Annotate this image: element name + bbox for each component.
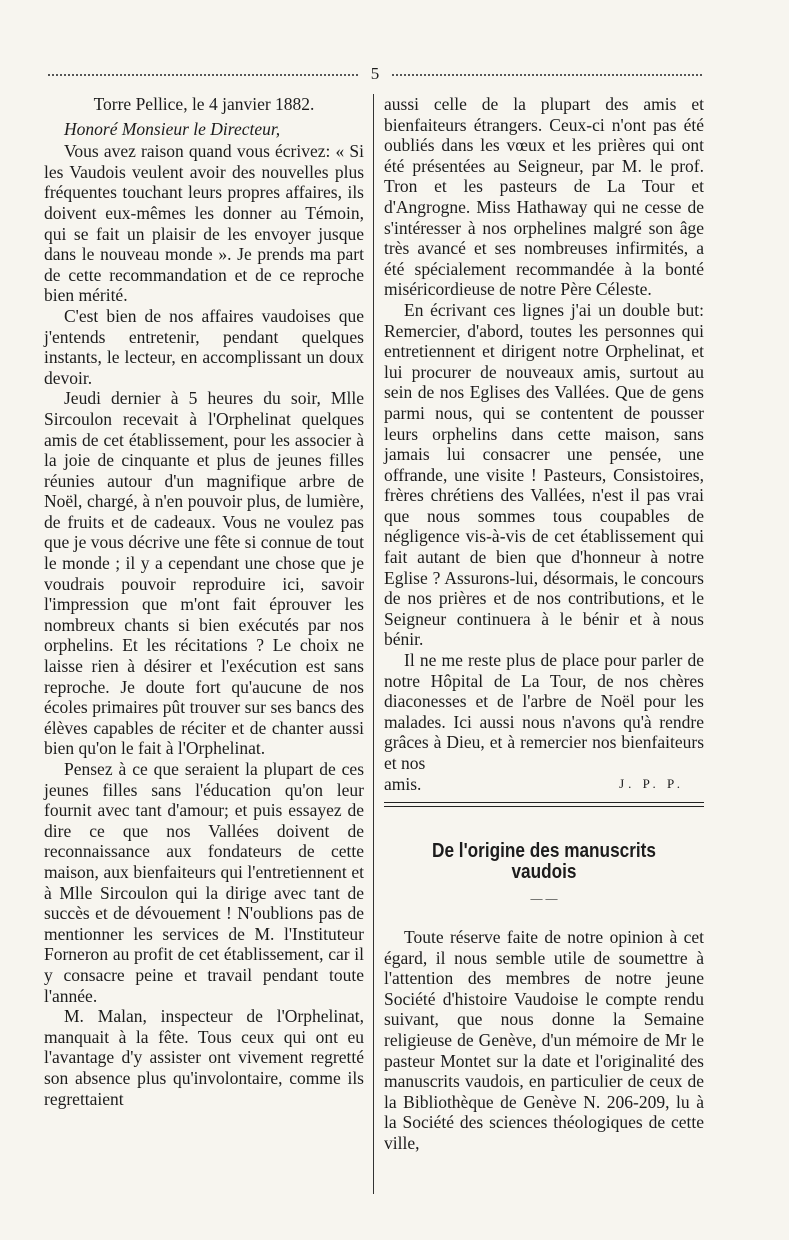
article-title: De l'origine des manuscrits vaudois: [432, 840, 656, 883]
article-paragraph: Toute réserve faite de notre opinion à cet égard, il nous semble utile de soumettre à l'attention des membres de notre jeune Société d'histoire Vaudoise le compte rendu suivant, que nous donne la Semaine religieuse de Genève, d'un mémoire de Mr le pasteur Montet sur la date et l'originalité des manuscrits vaudois, en particulier de ceux de la Bibliothèque de Genève N. 206-209, lu à la Société des sciences théologiques de cette ville,: [384, 926, 704, 1153]
letter-dateline: Torre Pellice, le 4 janvier 1882.: [93, 94, 315, 114]
letter-signoff: [384, 774, 704, 795]
letter-paragraph: C'est bien de nos affaires vaudoises que j'entends entretenir, pendant quelques instants, le lecteur, en accomplissant un doux devoir.: [44, 305, 364, 388]
letter-paragraph: Jeudi dernier à 5 heures du soir, Mlle Sircoulon recevait à l'Orphelinat quelques amis de cet établissement, pour les associer à la joie de cinquante et plus de jeunes filles réunies autour d'un magnifique arbre de Noël, chargé, à n'en pouvoir plus, de lumière, de fruits et de cadeaux. Vous ne voulez pas que je vous décrive une fête si connue de tout le monde ; il y a cependant une chose que je voudrais pouvoir reproduire ici, savoir l'impression que m'ont fait éprouver les nombreux chants si bien exécutés par nos orphelins. Et les récitations ? Le choix ne laisse rien à désirer et l'exécution est sans reproche. Je doute fort qu'aucune de nos écoles primaires pût trouver sur ses bancs des élèves capables de réciter et de chanter aussi bien qu'on le fait à l'Orphelinat.: [44, 388, 364, 759]
page-header: [48, 64, 702, 84]
right-column: [384, 94, 704, 1154]
letter-paragraph: En écrivant ces lignes j'ai un double but: Remercier, d'abord, toutes les personnes qui entretiennent et dirigent notre Orphelinat, et lui procurer de nouveaux amis, surtout au sein de nos Eglises des Vallées. Que de gens parmi nous, qui se contentent de pousser leurs orphelins dans cette maison, sans jamais lui consacrer une pensée, une offrande, une visite ! Pasteurs, Consistoires, frères chrétiens des Vallées, n'est il pas vrai que nous sommes tous coupables de négligence vis-à-vis de cet établissement qui fait autant de bien que d'honneur à notre Eglise ? Assurons-lui, désormais, le concours de nos prières et de nos contributions, et le Seigneur continuera à le bénir et à nous bénir.: [384, 299, 704, 650]
left-column: [44, 94, 364, 1109]
column-separator: [373, 94, 374, 1194]
letter-paragraph: aussi celle de la plupart des amis et bienfaiteurs étrangers. Ceux-ci n'ont pas été oubliés dans les vœux et les prières qui ont été présentées au Seigneur, par M. le prof. Tron et les pasteurs de La Tour et d'Angrogne. Miss Hathaway qui ne cesse de s'intéresser à nos orphelines malgré son âge très avancé et ses nombreuses infirmités, a été spécialement recommandée à la bonté miséricordieuse de notre Père Céleste.: [384, 94, 704, 300]
signature: J. P. P.: [619, 775, 684, 791]
header-rule-left: [48, 74, 358, 76]
letter-paragraph: Vous avez raison quand vous écrivez: « Si les Vaudois veulent avoir des nouvelles plus fréquentes touchant leurs propres affaires, ils doivent eux-mêmes les donner au Témoin, qui se fait un plaisir de les envoyer jusque dans le nouveau monde ». Je prends ma part de cette recommandation et de ce reproche bien mérité.: [44, 141, 364, 306]
letter-paragraph: Il ne me reste plus de place pour parler de notre Hôpital de La Tour, de nos chères diaconesses et de l'arbre de Noël pour les malades. Ici aussi nous n'avons qu'à rendre grâces à Dieu, et à remercier nos bienfaiteurs et nos: [384, 650, 704, 773]
letter-paragraph: M. Malan, inspecteur de l'Orphelinat, manquait à la fête. Tous ceux qui ont eu l'avantage d'y assister ont vivement regretté son absence plus qu'involontaire, comme ils regrettaient: [44, 1006, 364, 1109]
letter-salutation: Honoré Monsieur le Directeur,: [64, 118, 281, 139]
letter-paragraph: Pensez à ce que seraient la plupart de ces jeunes filles sans l'éducation qu'on leur fournit avec tant d'amour; et puis essayez de dire ce que nos Vallées doivent de reconnaissance aux fondateurs de cette maison, aux bienfaiteurs qui l'entretiennent et à Mlle Sircoulon qui la dirige avec tant de succès et de dévouement ! N'oublions pas de mentionner les services de M. l'Instituteur Forneron au profit de cet établissement, car il y consacre peine et travail pendant toute l'année.: [44, 759, 364, 1006]
page-number: 5: [370, 64, 380, 83]
section-divider: [384, 802, 704, 807]
header-rule-right: [392, 74, 702, 76]
closing-word: amis.: [384, 773, 422, 794]
title-ornament: — —: [530, 891, 558, 906]
